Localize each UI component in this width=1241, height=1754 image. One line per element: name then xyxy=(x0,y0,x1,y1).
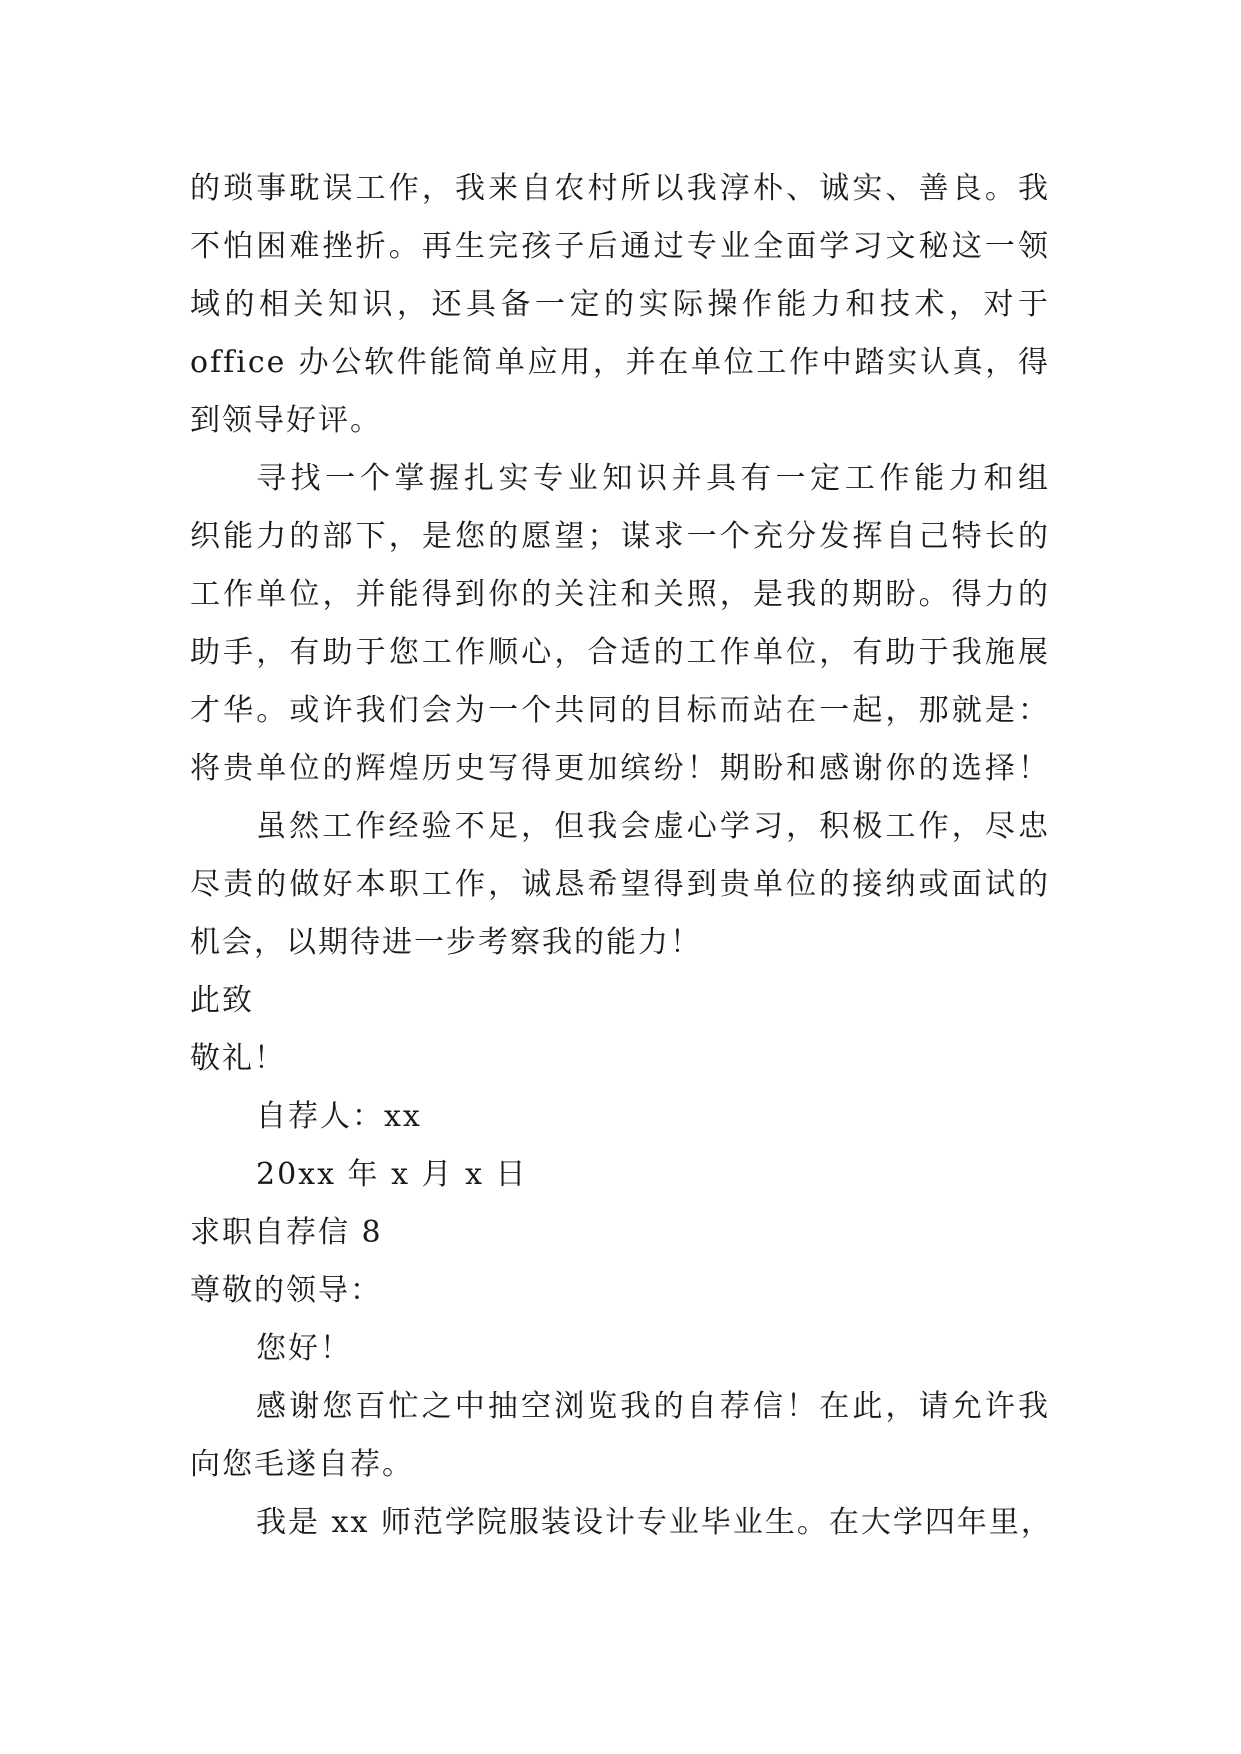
date-line: 20xx 年 x 月 x 日 xyxy=(256,1157,528,1192)
greeting-line: 尊敬的领导： xyxy=(190,1273,382,1308)
text-line: 域的相关知识，还具备一定的实际操作能力和技术，对于 xyxy=(190,287,1050,322)
text-line: 将贵单位的辉煌历史写得更加缤纷！期盼和感谢你的选择！ xyxy=(190,751,1050,786)
closing-regards: 敬礼！ xyxy=(190,1041,286,1076)
text-line: office 办公软件能简单应用，并在单位工作中踏实认真，得 xyxy=(190,345,1050,380)
letter-body xyxy=(190,160,1053,1552)
text-line: 向您毛遂自荐。 xyxy=(190,1447,414,1482)
text-line: 您好！ xyxy=(256,1331,352,1366)
section-title: 求职自荐信 8 xyxy=(190,1215,383,1250)
text-line: 到领导好评。 xyxy=(190,403,382,438)
text-line: 工作单位，并能得到你的关注和关照，是我的期盼。得力的 xyxy=(190,577,1050,612)
text-line: 的琐事耽误工作，我来自农村所以我淳朴、诚实、善良。我 xyxy=(190,171,1050,206)
text-line: 不怕困难挫折。再生完孩子后通过专业全面学习文秘这一领 xyxy=(190,229,1050,264)
text-line: 机会，以期待进一步考察我的能力！ xyxy=(190,925,702,960)
text-line: 感谢您百忙之中抽空浏览我的自荐信！在此，请允许我 xyxy=(256,1389,1050,1424)
text-line: 织能力的部下，是您的愿望；谋求一个充分发挥自己特长的 xyxy=(190,519,1050,554)
text-line: 寻找一个掌握扎实专业知识并具有一定工作能力和组 xyxy=(256,461,1050,496)
signature-line: 自荐人：xx xyxy=(256,1099,422,1134)
text-line: 虽然工作经验不足，但我会虚心学习，积极工作，尽忠 xyxy=(256,809,1050,844)
closing-salutation: 此致 xyxy=(190,983,254,1018)
text-line: 尽责的做好本职工作，诚恳希望得到贵单位的接纳或面试的 xyxy=(190,867,1050,902)
text-line: 才华。或许我们会为一个共同的目标而站在一起，那就是： xyxy=(190,693,1050,728)
text-line: 助手，有助于您工作顺心，合适的工作单位，有助于我施展 xyxy=(190,635,1050,670)
text-line: 我是 xx 师范学院服装设计专业毕业生。在大学四年里， xyxy=(256,1505,1053,1540)
